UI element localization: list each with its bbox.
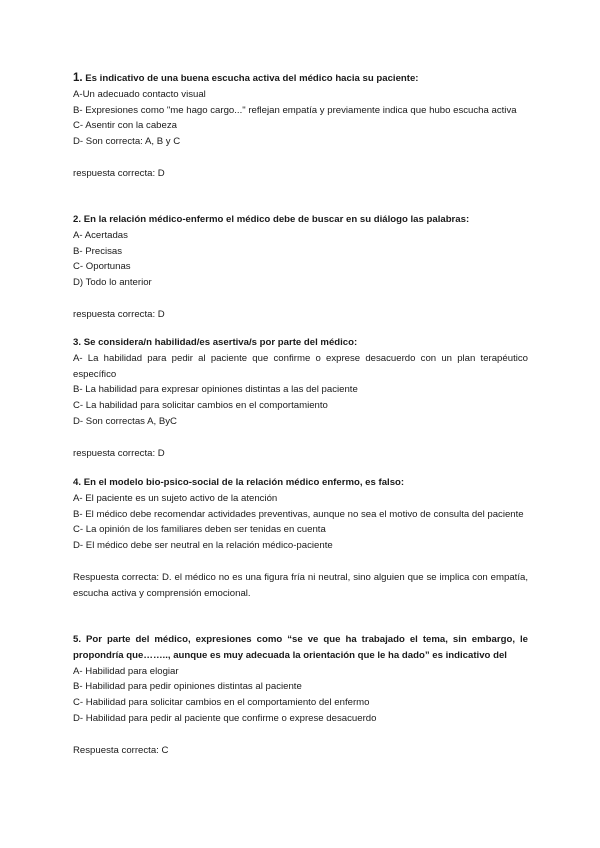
- question-title: [73, 71, 528, 87]
- option-b: B- La habilidad para expresar opiniones distintas a las del paciente: [73, 384, 358, 396]
- answer-line: respuesta correcta: D: [73, 167, 165, 179]
- question-text: En el modelo bio-psico-social de la relación médico enfermo, es falso:: [83, 477, 405, 488]
- question-title: [73, 335, 528, 351]
- question-4: [73, 475, 528, 601]
- question-number: 5.: [73, 634, 82, 645]
- question-number: 2.: [73, 214, 82, 225]
- question-text: En la relación médico-enfermo el médico debe de buscar en su diálogo las palabras:: [83, 214, 470, 225]
- option-b: B- El médico debe recomendar actividades preventivas, aunque no sea el motivo de consulta del paciente: [73, 508, 524, 520]
- option-a: A- Acertadas: [73, 229, 128, 241]
- question-text: Es indicativo de una buena escucha activa del médico hacia su paciente:: [85, 73, 419, 84]
- option-a: A- El paciente es un sujeto activo de la atención: [73, 492, 278, 504]
- answer-line: respuesta correcta: D: [73, 447, 165, 459]
- option-b: B- Precisas: [73, 245, 123, 257]
- question-3: [73, 335, 528, 461]
- option-c: C- Oportunas: [73, 261, 131, 273]
- option-c: C- La opinión de los familiares deben ser tenidas en cuenta: [73, 524, 326, 536]
- option-c: C- Habilidad para solicitar cambios en el comportamiento del enfermo: [73, 697, 370, 709]
- option-d: D) Todo lo anterior: [73, 277, 152, 289]
- option-a: A-Un adecuado contacto visual: [73, 88, 206, 100]
- option-b: B- Habilidad para pedir opiniones distintas al paciente: [73, 681, 302, 693]
- option-c: C- La habilidad para solicitar cambios en el comportamiento: [73, 400, 328, 412]
- option-a: A- Habilidad para elogiar: [73, 665, 179, 677]
- option-c: C- Asentir con la cabeza: [73, 120, 177, 132]
- question-title: [73, 212, 528, 228]
- option-d: D- Son correcta: A, B y C: [73, 136, 181, 148]
- option-a: A- La habilidad para pedir al paciente que confirme o exprese desacuerdo con un plan terapéutico específico: [73, 352, 528, 380]
- question-5: [73, 632, 528, 758]
- answer-line: respuesta correcta: D: [73, 308, 165, 320]
- question-text: Se considera/n habilidad/es asertiva/s por parte del médico:: [83, 337, 358, 348]
- question-2: [73, 212, 528, 323]
- option-d: D- Habilidad para pedir al paciente que confirme o exprese desacuerdo: [73, 712, 377, 724]
- question-number: 3.: [73, 337, 82, 348]
- question-title: [73, 475, 528, 491]
- question-number: 1.: [73, 72, 83, 84]
- question-text: Por parte del médico, expresiones como “se ve que ha trabajado el tema, sin embargo, le propondría que…….., aunque es muy adecuada la orientación que le ha dado” es indicativo del: [73, 634, 528, 661]
- option-d: D- El médico debe ser neutral en la relación médico-paciente: [73, 540, 333, 552]
- option-d: D- Son correctas A, ByC: [73, 415, 177, 427]
- question-number: 4.: [73, 477, 82, 488]
- option-b: B- Expresiones como "me hago cargo..." reflejan empatía y previamente indica que hubo escucha activa: [73, 104, 517, 116]
- question-title: [73, 632, 528, 664]
- answer-line: Respuesta correcta: C: [73, 744, 169, 756]
- question-1: [73, 71, 528, 182]
- answer-line: Respuesta correcta: D. el médico no es una figura fría ni neutral, sino alguien que se implica con empatía, escucha activa y comprensión emocional.: [73, 571, 528, 599]
